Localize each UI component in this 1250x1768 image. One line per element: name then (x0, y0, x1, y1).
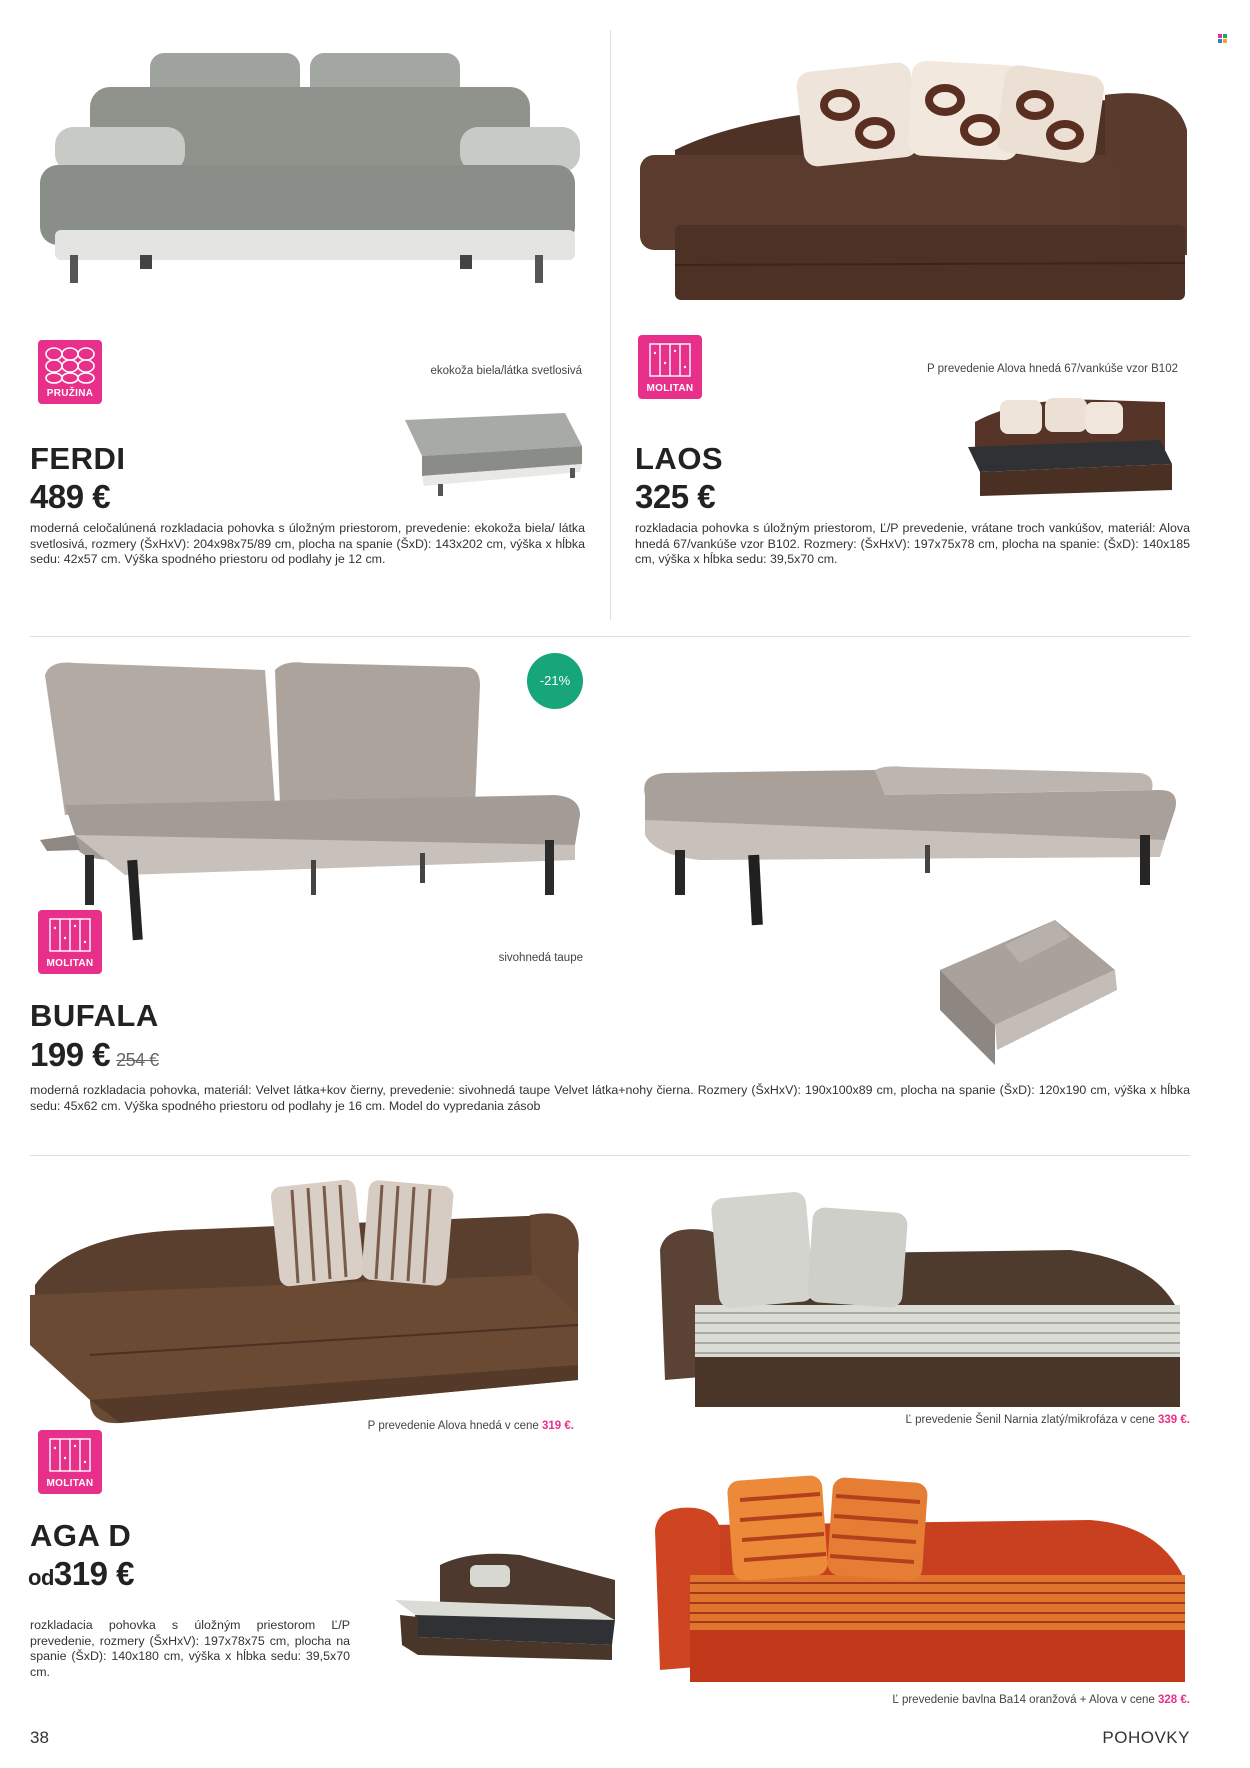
aga-brown-sofa-image (30, 1175, 585, 1425)
page-number: 38 (30, 1728, 49, 1747)
bufala-old-price: 254 € (116, 1050, 159, 1070)
ferdi-sofa-image (30, 45, 585, 290)
aga-variant-2-price: 339 €. (1158, 1414, 1190, 1426)
bufala-bed-image (640, 765, 1180, 940)
bufala-description: moderná rozkladacia pohovka, materiál: Velvet látka+kov čierny, prevedenie: sivohnedá taupe Velvet látka+nohy čierna. Rozmery (ŠxHxV): 190x100x89 cm, plocha na spanie (ŠxD): 120x190 cm, výška x hĺbka sedu: 45x62 cm. Výška spodného priestoru od podlahy je 16 cm. Model do vypredania zásob (30, 1083, 1190, 1113)
ferdi-description: moderná celočalúnená rozkladacia pohovka s úložným priestorom, prevedenie: ekokoža biela/ látka svetlosivá, rozmery (ŠxHxV): 204x98x75/89 cm, plocha na spanie (ŠxD): 143x202 cm, výška x hĺbka sedu: 42x57 cm. Výška spodného priestoru od podlahy je 12 cm. (30, 521, 585, 566)
ferdi-variant: ekokoža biela/látka svetlosivá (430, 365, 582, 377)
foam-pattern-icon (44, 1436, 96, 1474)
ferdi-name: FERDI (30, 441, 126, 476)
aga-variant-1-price: 319 €. (542, 1420, 574, 1432)
laos-name: LAOS (635, 441, 724, 476)
aga-variant-3-text: Ľ prevedenie bavlna Ba14 oranžová + Alova v cene (892, 1694, 1155, 1706)
laos-sofa-image (635, 55, 1195, 305)
molitan-badge (38, 910, 102, 974)
molitan-badge (38, 1430, 102, 1494)
bufala-sofa-image (35, 655, 590, 945)
bufala-price: 199 € (30, 1036, 111, 1073)
aga-name: AGA D (30, 1518, 132, 1553)
section-divider (30, 636, 1190, 637)
bufala-variant: sivohnedá taupe (498, 952, 583, 964)
section-divider (30, 1155, 1190, 1156)
aga-description: rozkladacia pohovka s úložným priestorom Ľ/P prevedenie, rozmery (ŠxHxV): 197x78x75 cm, plocha na spanie (ŠxD): 140x180 cm, výška x hĺbka sedu: 39,5x70 cm. (30, 1618, 350, 1679)
aga-orange-sofa-image (650, 1470, 1190, 1685)
page-category: POHOVKY (1102, 1728, 1190, 1747)
aga-variant-2 (906, 1414, 1190, 1426)
badge-label: MOLITAN (646, 383, 694, 394)
pruzina-badge (38, 340, 102, 404)
bufala-name: BUFALA (30, 998, 159, 1033)
aga-variant-3 (892, 1694, 1190, 1706)
spring-pattern-icon (44, 346, 96, 384)
discount-badge: -21% (527, 653, 583, 709)
aga-variant-3-price: 328 €. (1158, 1694, 1190, 1706)
bufala-folded-image (935, 915, 1135, 1065)
molitan-badge (638, 335, 702, 399)
badge-label: MOLITAN (46, 958, 94, 969)
aga-grey-sofa-image (650, 1185, 1190, 1410)
foam-pattern-icon (44, 916, 96, 954)
ferdi-bed-image (400, 408, 585, 500)
foam-pattern-icon (644, 341, 696, 379)
aga-price: 319 € (53, 1555, 134, 1592)
aga-variant-1-text: P prevedenie Alova hnedá v cene (367, 1420, 539, 1432)
ferdi-price: 489 € (30, 478, 111, 515)
aga-variant-2-text: Ľ prevedenie Šenil Narnia zlatý/mikrofáza v cene (905, 1414, 1155, 1426)
laos-bed-image (960, 392, 1180, 497)
column-divider (610, 30, 611, 620)
aga-variant-1 (368, 1420, 574, 1432)
bufala-price-row (30, 1038, 159, 1071)
laos-price: 325 € (635, 478, 716, 515)
badge-label: MOLITAN (46, 1478, 94, 1489)
laos-description: rozkladacia pohovka s úložným priestorom, Ľ/P prevedenie, vrátane troch vankúšov, materiál: Alova hnedá 67/vankúše vzor B102. Rozmery: (ŠxHxV): 197x75x78 cm, plocha na spanie: (ŠxD): 140x185 cm, výška x hĺbka sedu: 39,5x70 cm. (635, 521, 1190, 566)
aga-price-prefix: od (28, 1565, 54, 1590)
laos-variant: P prevedenie Alova hnedá 67/vankúše vzor B102 (926, 363, 1178, 375)
aga-price-row (28, 1557, 134, 1590)
aga-bed-image (390, 1545, 630, 1665)
badge-label: PRUŽINA (46, 388, 94, 399)
corner-mark-icon (1218, 34, 1227, 43)
